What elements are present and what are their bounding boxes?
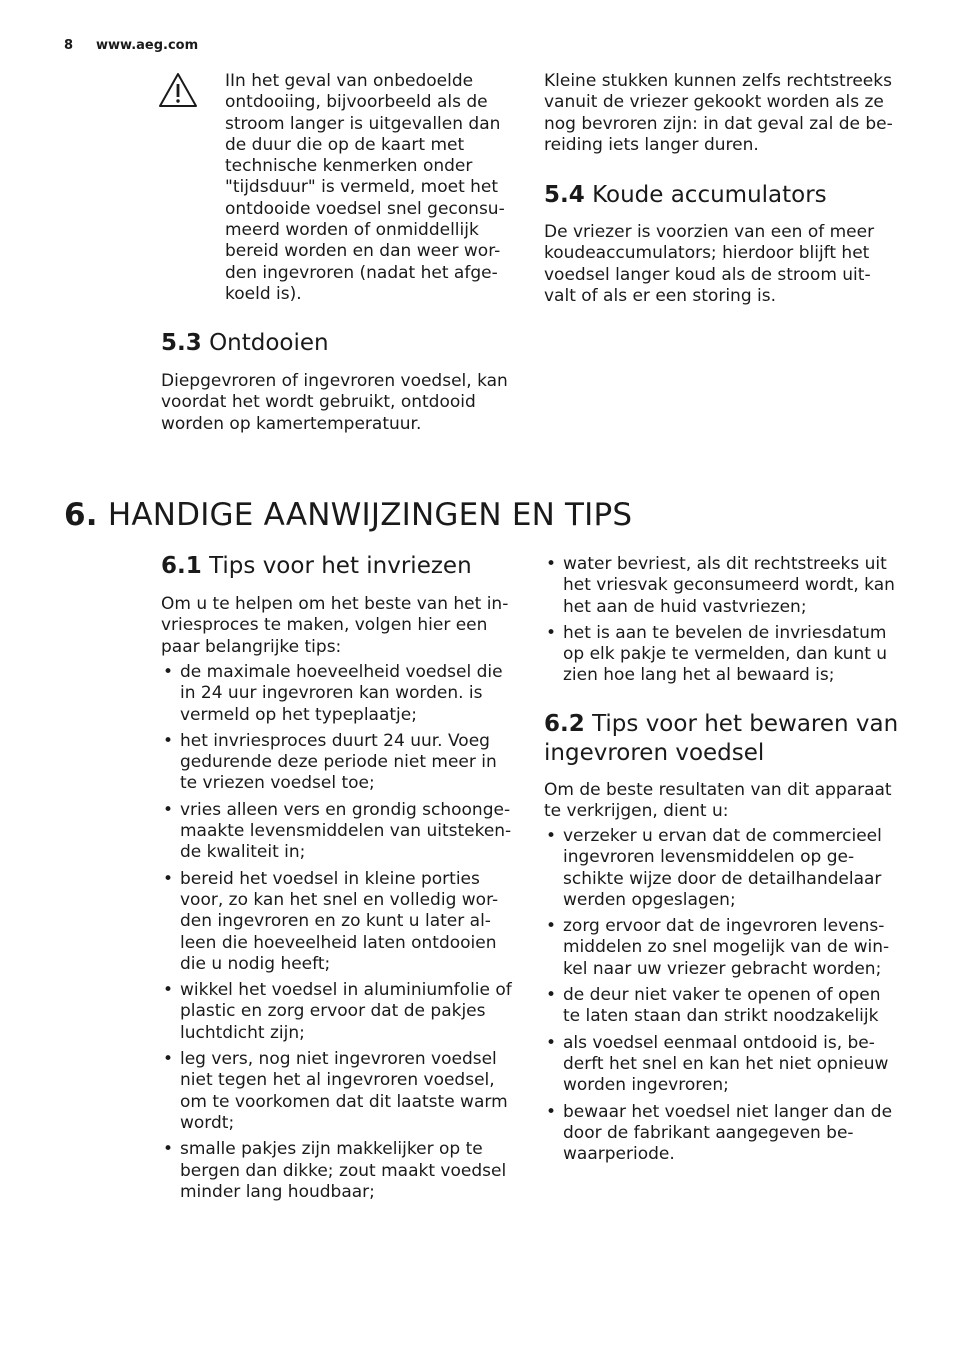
section-5-3-text: Diepgevroren of ingevroren voedsel, kan voordat het wordt gebruikt, ontdooid worden op kamertemperatuur. <box>161 371 508 434</box>
section-6-2-intro: Om de beste resultaten van dit apparaat te verkrijgen, dient u: <box>544 780 892 822</box>
right-top-text: Kleine stukken kunnen zelfs rechtstreeks vanuit de vriezer gekookt worden als ze nog bevroren zijn: in dat geval zal de be-reiding iets langer duren. <box>544 71 893 155</box>
list-item: • smalle pakjes zijn makkelijker op te bergen dan dikke; zout maakt voedsel minder lang houdbaar; <box>161 1139 517 1203</box>
section-title: Tips voor het invriezen <box>209 553 472 579</box>
list-item: • water bevriest, als dit rechtstreeks uit het vriesvak geconsumeerd wordt, kan het aan de huid vastvriezen; <box>544 554 900 618</box>
chapter-6-heading <box>64 497 904 533</box>
section-6-1-heading <box>161 552 521 581</box>
list-item: • de deur niet vaker te openen of open te laten staan dan strikt noodzakelijk <box>544 985 900 1028</box>
list-item: • als voedsel eenmaal ontdooid is, be-derft het snel en kan het niet opnieuw worden ingevroren; <box>544 1033 900 1097</box>
chapter-title: HANDIGE AANWIJZINGEN EN TIPS <box>107 497 633 533</box>
list-item: • het invriesproces duurt 24 uur. Voeg gedurende deze periode niet meer in te vriezen voedsel toe; <box>161 731 517 795</box>
section-number: 6.2 <box>544 711 585 737</box>
section-title: Ontdooien <box>209 330 329 356</box>
list-item: • de maximale hoeveelheid voedsel die in 24 uur ingevroren kan worden. is vermeld op het typeplaatje; <box>161 662 517 726</box>
page-number: 8 <box>64 38 74 53</box>
warning-text: IIn het geval van onbedoelde ontdooiing, bijvoorbeeld als de stroom langer is uitgevallen dan de duur die op de kaart met technische kenmerken onder "tijdsduur" is vermeld, moet het ontdooide voedsel snel geconsu-meerd worden of onmiddellijk bereid worden en dan weer wor-den ingevroren (nadat het afge-koeld is). <box>225 71 505 304</box>
list-item: • wikkel het voedsel in aluminiumfolie of plastic en zorg ervoor dat de pakjes luchtdicht zijn; <box>161 980 517 1044</box>
section-6-1-intro: Om u te helpen om het beste van het in-vriesproces te maken, volgen hier een paar belangrijke tips: <box>161 594 509 657</box>
warning-triangle-icon <box>158 72 198 108</box>
list-item: • bereid het voedsel in kleine porties voor, zo kan het snel en volledig wor-den ingevroren en zo kunt u later al-leen die hoeveelheid laten ontdooien die u nodig heeft; <box>161 869 517 975</box>
list-item: • bewaar het voedsel niet langer dan de door de fabrikant aangegeven be-waarperiode. <box>544 1102 900 1166</box>
section-title: Koude accumulators <box>592 182 827 208</box>
list-item: • het is aan te bevelen de invriesdatum op elk pakje te vermelden, dan kunt u zien hoe lang het al bewaard is; <box>544 623 900 687</box>
section-6-1-list-continued <box>544 554 900 692</box>
list-item: • zorg ervoor dat de ingevroren levens-middelen zo snel mogelijk van de win-kel naar uw vriezer gebracht worden; <box>544 916 900 980</box>
section-6-2-list <box>544 826 900 1170</box>
section-number: 6.1 <box>161 553 202 579</box>
header-url[interactable]: www.aeg.com <box>96 38 199 53</box>
section-5-4-text: De vriezer is voorzien van een of meer koudeaccumulators; hierdoor blijft het voedsel langer koud als de stroom uit-valt of als er een storing is. <box>544 222 875 306</box>
section-number: 5.4 <box>544 182 585 208</box>
section-6-2-heading <box>544 710 904 768</box>
section-5-4-heading <box>544 181 904 210</box>
list-item: • leg vers, nog niet ingevroren voedsel niet tegen het al ingevroren voedsel, om te voorkomen dat dit laatste warm wordt; <box>161 1049 517 1134</box>
list-item: • vries alleen vers en grondig schoonge-maakte levensmiddelen van uitsteken-de kwaliteit in; <box>161 800 517 864</box>
page-header <box>64 38 198 53</box>
section-title: Tips voor het bewaren van ingevroren voedsel <box>544 711 899 766</box>
chapter-number: 6. <box>64 497 98 533</box>
section-number: 5.3 <box>161 330 202 356</box>
section-5-3-heading <box>161 329 521 358</box>
section-6-1-list <box>161 662 517 1208</box>
list-item: • verzeker u ervan dat de commercieel ingevroren levensmiddelen op ge-schikte wijze door de detailhandelaar werden opgeslagen; <box>544 826 900 911</box>
